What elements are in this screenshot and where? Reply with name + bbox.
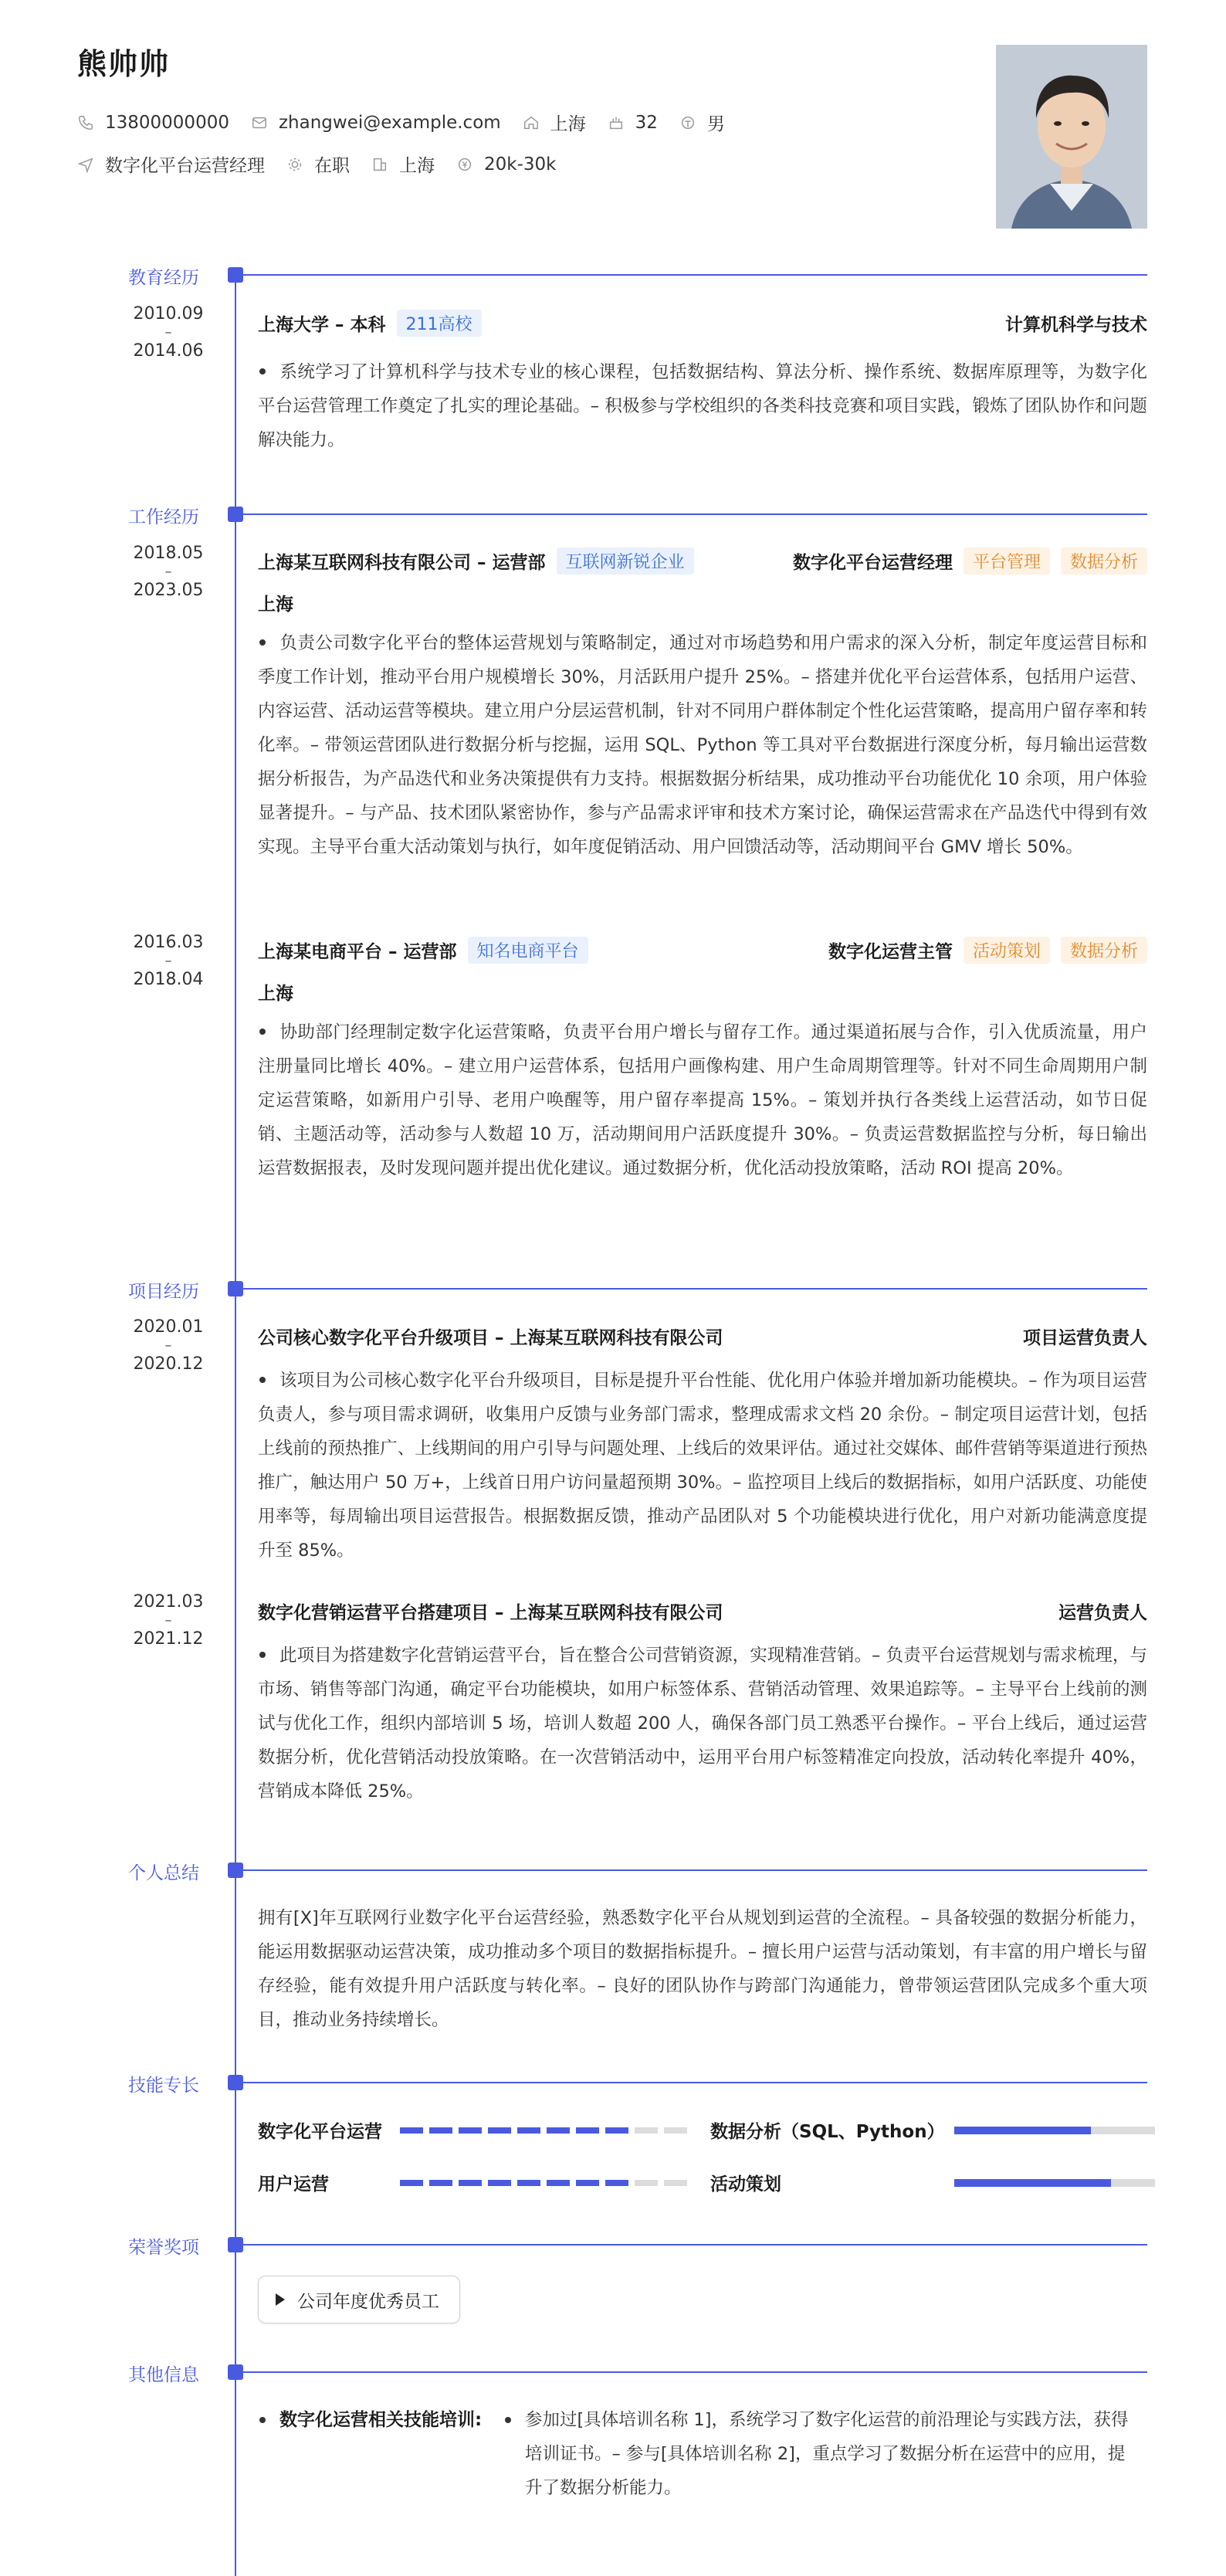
- skill-item: [258, 2117, 693, 2143]
- project-title: 数字化营销运营平台搭建项目 – 上海某互联网科技有限公司: [258, 1602, 723, 1623]
- skill-item: [710, 2170, 1155, 2195]
- position-tag: 数据分析: [1061, 547, 1147, 575]
- section-marker: [228, 1863, 243, 1878]
- section-divider: [243, 2244, 1147, 2246]
- skill-segment: [488, 2180, 511, 2186]
- skill-level-bar: [954, 2179, 1155, 2187]
- other-desc: 参加过[具体培训名称 1]，系统学习了数字化运营的前沿理论与实践方法，获得培训证书。– 参与[具体培训名称 2]，重点学习了数据分析在运营中的应用，提升了数据分析能力。: [525, 2410, 1129, 2498]
- phone-item: [77, 113, 229, 133]
- skill-level-bar: [954, 2127, 1155, 2134]
- skill-segment: [400, 2180, 423, 2186]
- skill-segment: [635, 2180, 658, 2186]
- skill-segment: [517, 2127, 540, 2134]
- section-marker: [228, 267, 243, 283]
- gender-item: [679, 110, 725, 135]
- company-tag: 知名电商平台: [468, 937, 588, 964]
- other-info: [258, 2403, 1147, 2505]
- skill-segment: [400, 2127, 423, 2134]
- summary-text: 拥有[X]年互联网行业数字化平台运营经验，熟悉数字化平台从规划到运营的全流程。– 具备较强的数据分析能力，能运用数据驱动运营决策，成功推动多个项目的数据指标提升。– 擅长用户运营与活动策划，有丰富的用户增长与留存经验，能有效提升用户活跃度与转化率。– 良好的团队协作与跨部门沟通能力，曾带领运营团队完成多个重大项目，推动业务持续增长。: [258, 1908, 1147, 2030]
- other-label: 数字化运营相关技能培训:: [279, 2410, 483, 2430]
- salary-value: 20k-30k: [484, 154, 557, 175]
- section-marker: [228, 2237, 243, 2252]
- coin-icon: [456, 156, 473, 173]
- section-divider: [243, 514, 1147, 515]
- home-icon: [523, 114, 540, 131]
- phone-icon: [77, 114, 94, 131]
- date-range: 2018.05 – 2023.05: [133, 544, 204, 600]
- cake-icon: [608, 114, 625, 131]
- gender-value: 男: [706, 114, 725, 134]
- skills-grid: [258, 2117, 1153, 2210]
- project-desc: 此项目为搭建数字化营销运营平台，旨在整合公司营销资源，实现精准营销。– 负责平台运营规划与需求梳理，与市场、销售等部门沟通，确定平台功能模块，如用户标签体系、营销活动管理、效果追踪等。– 主导平台上线前的测试与优化工作，组织内部培训 5 场，培训人数超 200 人，确保各部门员工熟悉平台操作。– 平台上线后，通过运营数据分析，优化营销活动投放策略。在一次营销活动中，运用平台用户标签精准定向投放，活动转化率提升 40%，营销成本降低 25%。: [258, 1646, 1147, 1802]
- major: 计算机科学与技术: [1005, 314, 1147, 335]
- section-divider: [243, 1288, 1147, 1290]
- skill-fill: [954, 2179, 1111, 2187]
- project-title: 公司核心数字化平台升级项目 – 上海某互联网科技有限公司: [258, 1327, 723, 1348]
- candidate-name: 熊帅帅: [77, 47, 171, 81]
- skill-level-bar: [400, 2180, 693, 2186]
- skill-segment: [664, 2127, 687, 2134]
- company-name: 上海某电商平台 – 运营部: [258, 941, 457, 962]
- skill-segment: [664, 2180, 687, 2186]
- date-range: 2020.01 – 2020.12: [133, 1317, 204, 1374]
- avatar: [996, 45, 1147, 229]
- skill-name: 用户运营: [258, 2174, 329, 2195]
- section-divider: [243, 1869, 1147, 1871]
- project-entry: [258, 1322, 1147, 1568]
- section-title-skills: 技能专长: [128, 2076, 199, 2096]
- email-value: zhangwei@example.com: [278, 112, 501, 133]
- target-job-item: [77, 151, 265, 177]
- section-title-summary: 个人总结: [128, 1863, 199, 1883]
- work-desc: 协助部门经理制定数字化运营策略，负责平台用户增长与留存工作。通过渠道拓展与合作，引入优质流量，用户注册量同比增长 40%。– 建立用户运营体系，包括用户画像构建、用户生命周期管理等。针对不同生命周期用户制定运营策略，如新用户引导、老用户唤醒等，用户留存率提高 15%。– 策划并执行各类线上运营活动，如节日促销、主题活动等，活动参与人数超 10 万，活动期间用户活跃度提升 30%。– 负责运营数据监控与分析，每日输出运营数据报表，及时发现问题并提出优化建议。通过数据分析，优化活动投放策略，活动 ROI 提高 20%。: [258, 1022, 1147, 1178]
- skill-segment: [459, 2180, 482, 2186]
- work-city: 上海: [258, 984, 293, 1004]
- age-item: [608, 113, 658, 133]
- job-intent-row: [77, 151, 577, 177]
- date-start: 2010.09: [133, 304, 204, 324]
- skill-item: [710, 2117, 1155, 2143]
- school-tag: 211高校: [397, 310, 482, 337]
- contact-row: [77, 110, 747, 135]
- salary-item: [456, 154, 556, 175]
- section-title-projects: 项目经历: [128, 1282, 199, 1302]
- skill-segment: [459, 2127, 482, 2134]
- date-range: 2016.03 – 2018.04: [133, 933, 204, 989]
- target-city-item: [371, 151, 435, 177]
- position-tag: 活动策划: [964, 937, 1050, 964]
- skill-segment: [517, 2180, 540, 2186]
- status-value: 在职: [314, 156, 350, 176]
- company-name: 上海某互联网科技有限公司 – 运营部: [258, 552, 546, 573]
- company-tag: 互联网新锐企业: [557, 547, 694, 575]
- skill-segment: [547, 2180, 570, 2186]
- city-value: 上海: [550, 114, 586, 134]
- skill-segment: [488, 2127, 511, 2134]
- honor-badge: [258, 2276, 460, 2323]
- skill-name: 数据分析（SQL、Python）: [710, 2122, 945, 2142]
- gender-icon: [679, 114, 696, 131]
- position-tag: 数据分析: [1061, 937, 1147, 964]
- skill-segment: [635, 2127, 658, 2134]
- skill-item: [258, 2170, 693, 2195]
- age-value: 32: [635, 112, 658, 133]
- section-title-education: 教育经历: [128, 268, 199, 288]
- project-desc: 该项目为公司核心数字化平台升级项目，目标是提升平台性能、优化用户体验并增加新功能模块。– 作为项目运营负责人，参与项目需求调研，收集用户反馈与业务部门需求，整理成需求文档 20 余份。– 制定项目运营计划，包括上线前的预热推广、上线期间的用户引导与问题处理、上线后的效果评估。通过社交媒体、邮件营销等渠道进行预热推广，触达用户 50 万+，上线首日用户访问量超预期 30%。– 监控项目上线后的数据指标，如用户活跃度、功能使用率等，每周输出项目运营报告。根据数据反馈，推动产品团队对 5 个功能模块进行优化，用户对新功能满意度提升至 85%。: [258, 1371, 1147, 1561]
- section-marker: [228, 1281, 243, 1296]
- section-marker: [228, 2364, 243, 2380]
- school-name: 上海大学 – 本科: [258, 314, 386, 335]
- section-divider: [243, 274, 1147, 276]
- work-entry: [258, 936, 1147, 1185]
- skill-name: 活动策划: [710, 2174, 781, 2195]
- project-role: 运营负责人: [1058, 1602, 1147, 1623]
- skill-segment: [429, 2180, 452, 2186]
- education-entry: [258, 309, 1147, 457]
- position: 数字化运营主管: [828, 941, 953, 962]
- skill-segment: [605, 2127, 628, 2134]
- work-entry: [258, 547, 1147, 864]
- skill-fill: [954, 2127, 1091, 2134]
- project-entry: [258, 1597, 1147, 1808]
- section-marker: [228, 2075, 243, 2090]
- work-city: 上海: [258, 595, 293, 615]
- skill-name: 数字化平台运营: [258, 2122, 382, 2142]
- section-title-other: 其他信息: [128, 2365, 199, 2385]
- send-icon: [77, 156, 94, 173]
- skill-segment: [576, 2127, 599, 2134]
- education-desc: 系统学习了计算机科学与技术专业的核心课程，包括数据结构、算法分析、操作系统、数据库原理等，为数字化平台运营管理工作奠定了扎实的理论基础。– 积极参与学校组织的各类科技竞赛和项目实践，锻炼了团队协作和问题解决能力。: [258, 362, 1147, 450]
- phone-value: 13800000000: [105, 112, 229, 133]
- skill-segment: [429, 2127, 452, 2134]
- target-city-value: 上海: [399, 156, 435, 176]
- status-item: [286, 151, 350, 177]
- section-divider: [243, 2082, 1147, 2083]
- position-tag: 平台管理: [964, 547, 1050, 575]
- mail-icon: [251, 114, 268, 131]
- date-dash: –: [164, 324, 172, 341]
- skill-level-bar: [400, 2127, 693, 2134]
- target-job-value: 数字化平台运营经理: [105, 156, 265, 176]
- skill-segment: [605, 2180, 628, 2186]
- city-item: [523, 110, 586, 135]
- timeline-line: [235, 275, 236, 2576]
- section-marker: [228, 507, 243, 522]
- work-desc: 负责公司数字化平台的整体运营规划与策略制定，通过对市场趋势和用户需求的深入分析，制定年度运营目标和季度工作计划，推动平台用户规模增长 30%，月活跃用户提升 25%。– 搭建并优化平台运营体系，包括用户运营、内容运营、活动运营等模块。建立用户分层运营机制，针对不同用户群体制定个性化运营策略，提高用户留存率和转化率。– 带领运营团队进行数据分析与挖掘，运用 SQL、Python 等工具对平台数据进行深度分析，每月输出运营数据分析报告，为产品迭代和业务决策提供有力支持。根据数据分析结果，成功推动平台功能优化 10 余项，用户体验显著提升。– 与产品、技术团队紧密协作，参与产品需求评审和技术方案讨论，确保运营需求在产品迭代中得到有效实现。主导平台重大活动策划与执行，如年度促销活动、用户回馈活动等，活动期间平台 GMV 增长 50%。: [258, 633, 1147, 857]
- skill-segment: [576, 2180, 599, 2186]
- gear-icon: [286, 156, 303, 173]
- project-role: 项目运营负责人: [1023, 1327, 1147, 1348]
- email-item: [251, 113, 501, 133]
- position: 数字化平台运营经理: [792, 552, 953, 573]
- summary-block: [258, 1901, 1147, 2037]
- date-end: 2014.06: [133, 341, 204, 361]
- honor-label: 公司年度优秀员工: [297, 2291, 439, 2312]
- skill-segment: [547, 2127, 570, 2134]
- section-title-work: 工作经历: [128, 507, 199, 527]
- date-range: [120, 306, 216, 360]
- play-icon: [276, 2293, 285, 2306]
- date-range: 2021.03 – 2021.12: [133, 1592, 204, 1649]
- section-title-honors: 荣誉奖项: [128, 2238, 199, 2258]
- building-icon: [371, 156, 388, 173]
- section-divider: [243, 2371, 1147, 2373]
